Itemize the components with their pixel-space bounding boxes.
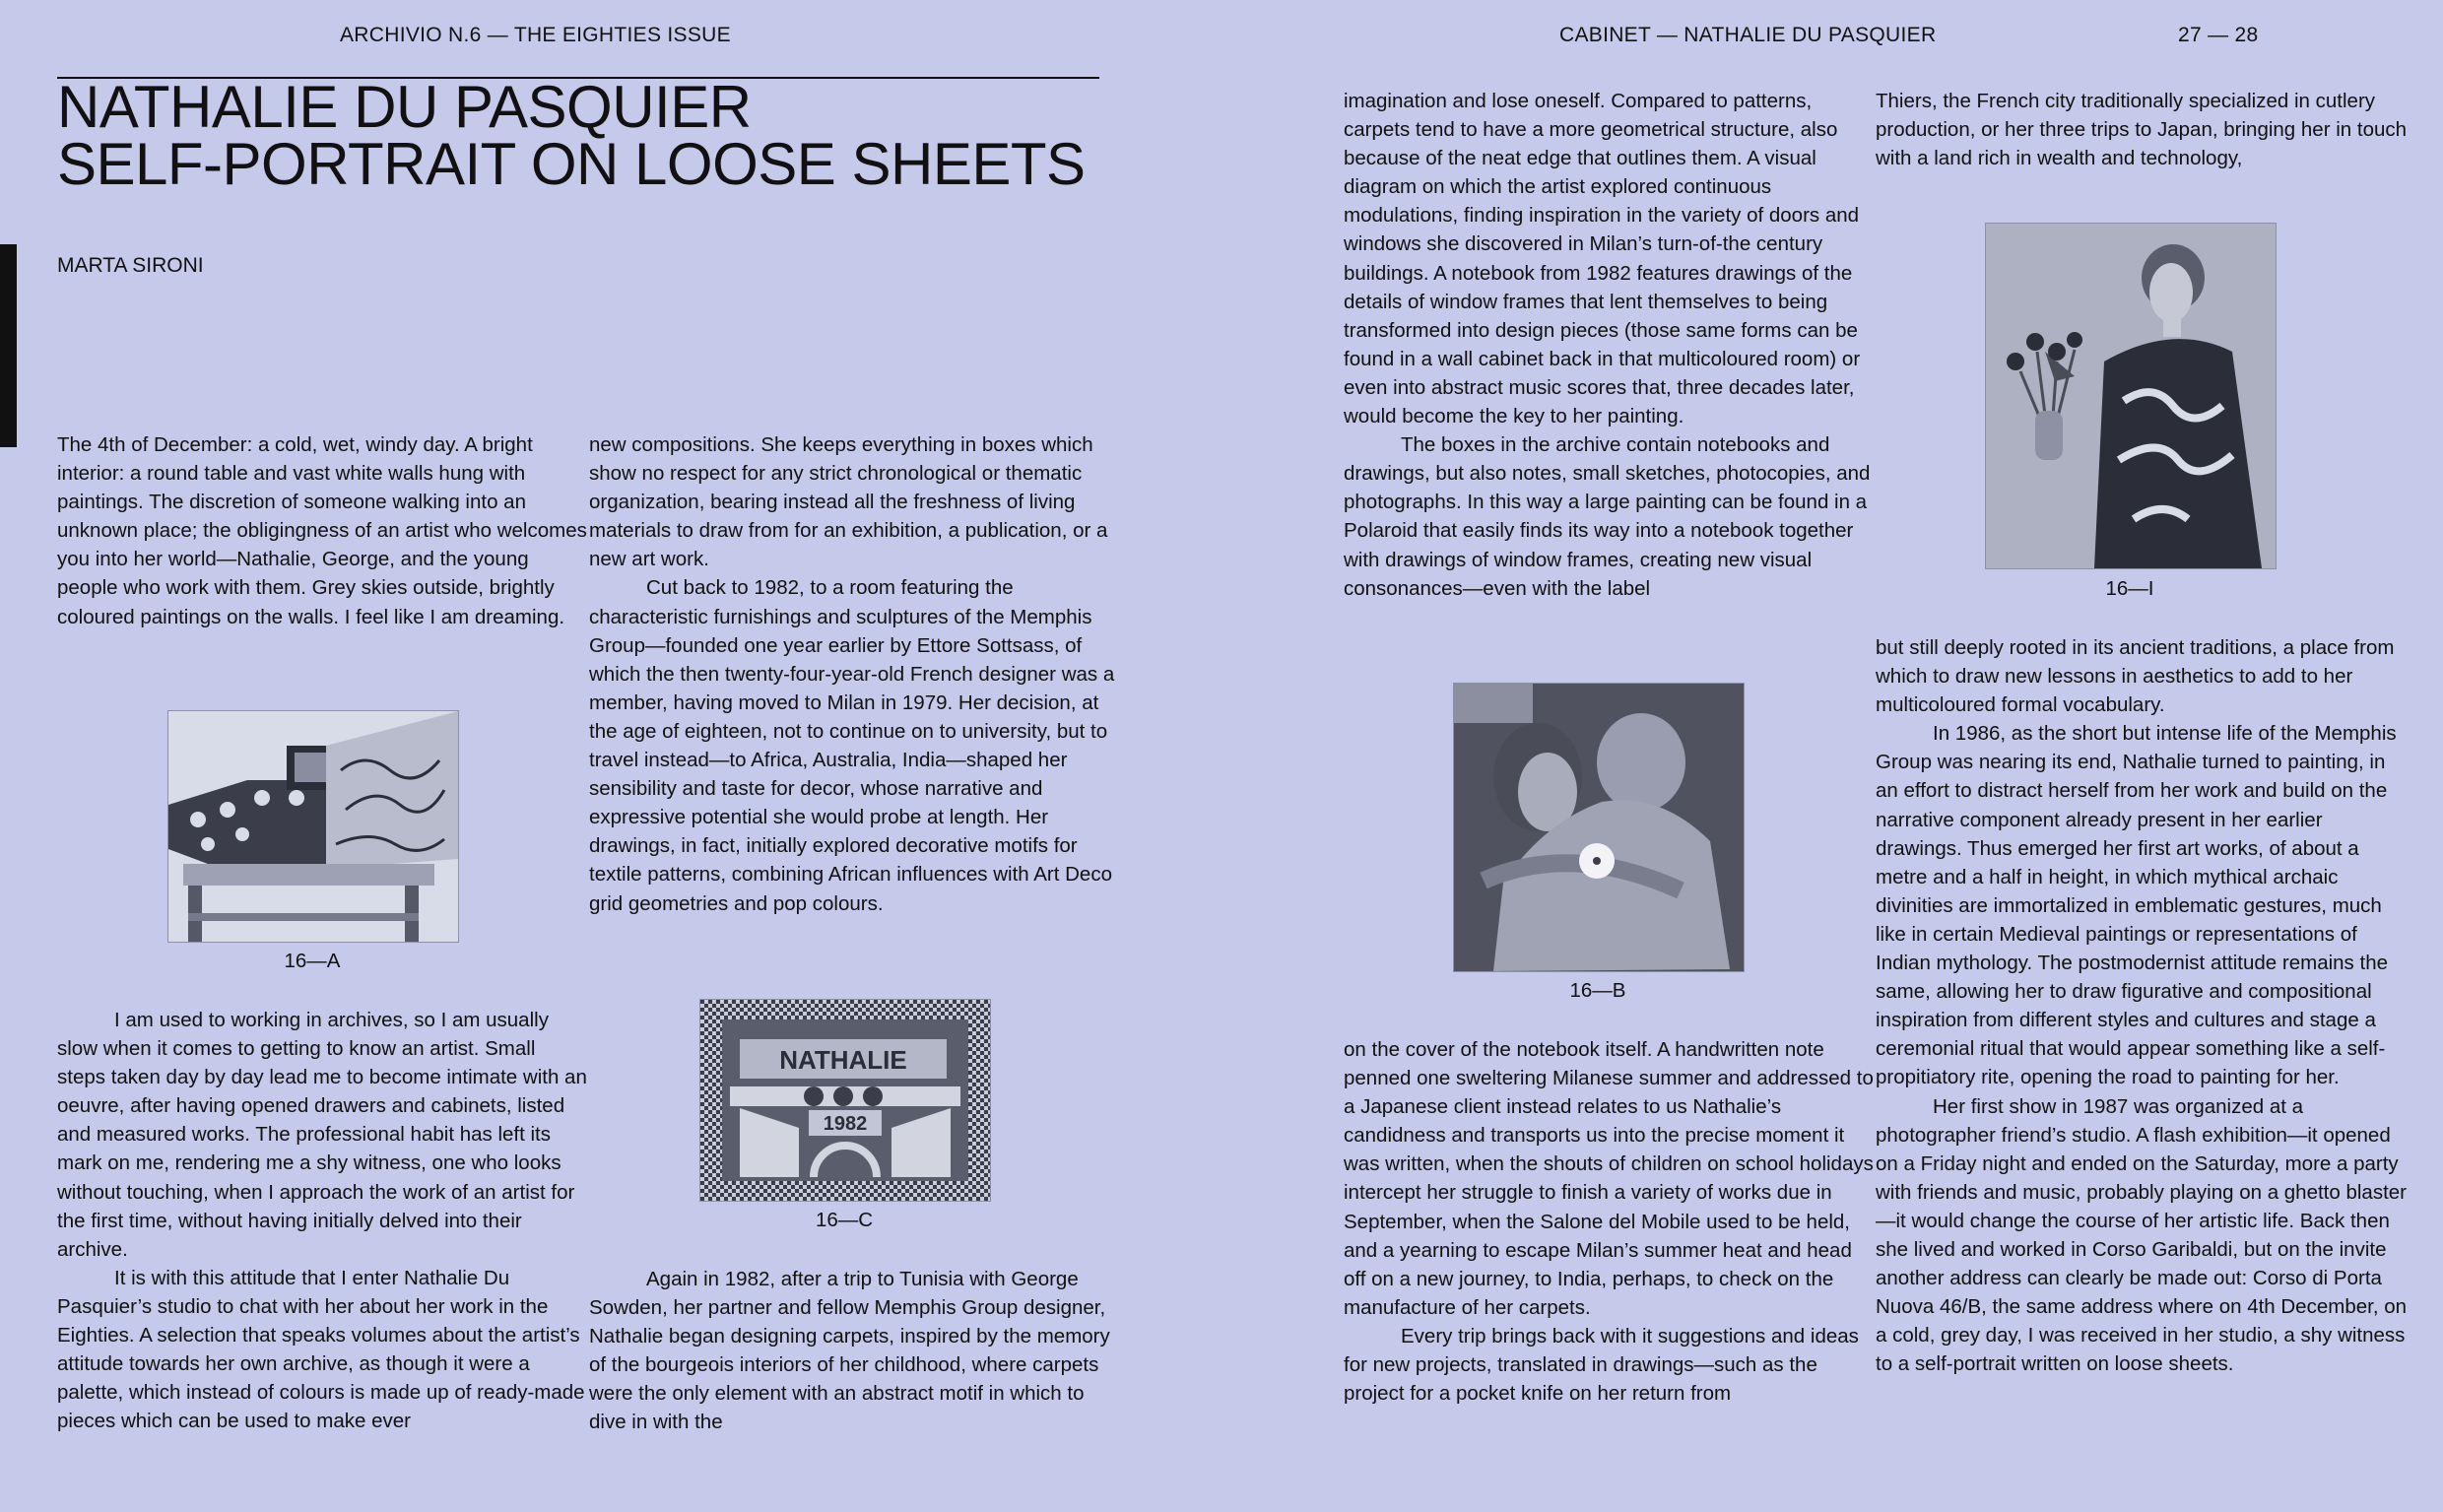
text-column-4-lower — [1876, 633, 2408, 1378]
paragraph: Every trip brings back with it suggestions and ideas for new projects, translated in drawings—such as the project for a pocket knife on her return from — [1344, 1324, 1859, 1406]
running-header-left: ARCHIVIO N.6 — THE EIGHTIES ISSUE — [340, 24, 731, 46]
figure-caption-16b: 16—B — [1569, 979, 1626, 1002]
furniture-drawing-icon — [168, 711, 458, 942]
title-line-2: SELF-PORTRAIT ON LOOSE SHEETS — [57, 131, 1086, 197]
embracing-couple-painting-icon — [1454, 684, 1744, 971]
paragraph: I am used to working in archives, so I am usually slow when it comes to getting to know an artist. Small steps taken day by day lead me to become intimate with an oeuvre, after having opened drawers and cabinets, listed and measured works. The professional habit has left its mark on me, rendering me a shy witness, one who looks without touching, when I approach the work of an artist for the first time, without having initially delved into their archive. — [57, 1009, 587, 1261]
article-title — [57, 74, 1086, 197]
text-column-2 — [589, 430, 1121, 918]
title-line-1: NATHALIE DU PASQUIER — [57, 74, 752, 140]
text-column-2-lower — [589, 1265, 1121, 1437]
paragraph: The boxes in the archive contain notebooks and drawings, but also notes, small sketches, photocopies, and photographs. In this way a large painting can be found in a Polaroid that easily finds its way into a notebook together with drawings of window frames, creating new visual consonances—even with the label — [1344, 433, 1871, 600]
paragraph: The 4th of December: a cold, wet, windy day. A bright interior: a round table and vast white walls hung with paintings. The discretion of someone walking into an unknown place; the obligingness of an artist who welcomes you into her world—Nathalie, George, and the young people who work with them. Grey skies outside, brightly coloured paintings on the walls. I feel like I am dreaming. — [57, 433, 587, 628]
paragraph: Again in 1982, after a trip to Tunisia with George Sowden, her partner and fellow Memphis Group designer, Nathalie began designing carpets, inspired by the memory of the bourgeois interiors of her childhood, where carpets were the only element with an abstract motif in which to dive in with the — [589, 1268, 1110, 1434]
furniture-drawing-figure — [167, 710, 459, 943]
paragraph: Cut back to 1982, to a room featuring the characteristic furnishings and sculptures of the Memphis Group—founded one year earlier by Ettore Sottsass, of which the then twenty-four-year-old French designer was a member, having moved to Milan in 1979. Her decision, at the age of eighteen, not to continue on to university, but to travel instead—to Africa, Australia, India—shaped her sensibility and taste for decor, whose narrative and expressive potential she would probe at length. Her drawings, in fact, initially explored decorative motifs for textile patterns, combining African influences with Art Deco grid geometries and pop colours. — [589, 576, 1115, 915]
edge-tab-marker — [0, 244, 17, 447]
text-column-1-lower — [57, 1006, 589, 1435]
notebook-cover-figure — [699, 999, 991, 1202]
paragraph: In 1986, as the short but intense life of the Memphis Group was nearing its end, Nathalie turned to painting, in an effort to distract herself from her work and build on the narrative component already present in her earlier drawings. Thus emerged her first art works, of about a metre and a half in height, in which mythical archaic divinities are immortalized in emblematic gestures, much like in certain Medieval paintings or representations of Indian mythology. The postmodernist attitude remains the same, allowing her to draw figurative and compositional inspiration from different styles and cultures and stage a ceremonial ritual that would appear something like a self-propitiatory rite, opening the road to painting for her. — [1876, 722, 2397, 1089]
couple-painting-figure — [1453, 683, 1745, 972]
nathalie-1982-notebook-icon — [700, 1000, 990, 1201]
paragraph: imagination and lose oneself. Compared to patterns, carpets tend to have a more geometrical structure, also because of the neat edge that outlines them. A visual diagram on which the artist explored continuous modulations, finding inspiration in the variety of doors and windows she discovered in Milan’s turn-of-the century buildings. A notebook from 1982 features drawings of the details of window frames that lent themselves to being transformed into design pieces (those same forms can be found in a wall cabinet back in that multicoloured room) or even into abstract music scores that, three decades later, would become the key to her painting. — [1344, 90, 1861, 428]
text-column-4 — [1876, 87, 2408, 172]
paragraph: on the cover of the notebook itself. A handwritten note penned one sweltering Milanese summer and addressed to a Japanese client instead relates to us Nathalie’s candidness and transports us into the precise moment it was written, when the shouts of children on school holidays intercept her struggle to finish a variety of works due in September, when the Salone del Mobile used to be held, and a yearning to escape Milan’s summer heat and head off on a new journey, to India, perhaps, to check on the manufacture of her carpets. — [1344, 1038, 1874, 1319]
notebook-label-name: NATHALIE — [779, 1045, 907, 1075]
figure-caption-16i: 16—I — [2105, 577, 2154, 600]
notebook-label-year: 1982 — [823, 1113, 868, 1135]
paragraph: new compositions. She keeps everything in boxes which show no respect for any strict chronological or thematic organization, bearing instead all the freshness of living materials to draw from for an exhibition, a publication, or a new art work. — [589, 433, 1108, 571]
page-numbers: 27 — 28 — [2178, 24, 2259, 46]
text-column-3 — [1344, 87, 1876, 603]
portrait-painting-figure — [1985, 223, 2277, 569]
paragraph: but still deeply rooted in its ancient traditions, a place from which to draw new lessons in aesthetics to add to her multicoloured formal vocabulary. — [1876, 636, 2395, 717]
paragraph: It is with this attitude that I enter Nathalie Du Pasquier’s studio to chat with her about her work in the Eighties. A selection that speaks volumes about the artist’s attitude towards her own archive, as though it were a palette, which instead of colours is made up of ready-made pieces which can be used to make ever — [57, 1266, 585, 1433]
figure-caption-16c: 16—C — [815, 1209, 874, 1231]
text-column-3-lower — [1344, 1035, 1876, 1408]
text-column-1 — [57, 430, 589, 631]
figure-caption-16a: 16—A — [284, 950, 341, 972]
paragraph: Her first show in 1987 was organized at a photographer friend’s studio. A flash exhibition—it opened on a Friday night and ended on the Saturday, more a party with friends and music, probably playing on a ghetto blaster—it would change the course of her artistic life. Back then she lived and worked in Corso Garibaldi, but on the invite another address can clearly be made out: Corso di Porta Nuova 46/B, the same address where on 4th December, on a cold, grey day, I was received in her studio, a shy witness to a self-portrait written on loose sheets. — [1876, 1094, 2408, 1376]
running-header-right: CABINET — NATHALIE DU PASQUIER — [1559, 24, 1937, 46]
portrait-with-flowers-painting-icon — [1986, 224, 2276, 568]
paragraph: Thiers, the French city traditionally specialized in cutlery production, or her three trips to Japan, bringing her in touch with a land rich in wealth and technology, — [1876, 90, 2408, 170]
author-byline: MARTA SIRONI — [57, 254, 204, 277]
